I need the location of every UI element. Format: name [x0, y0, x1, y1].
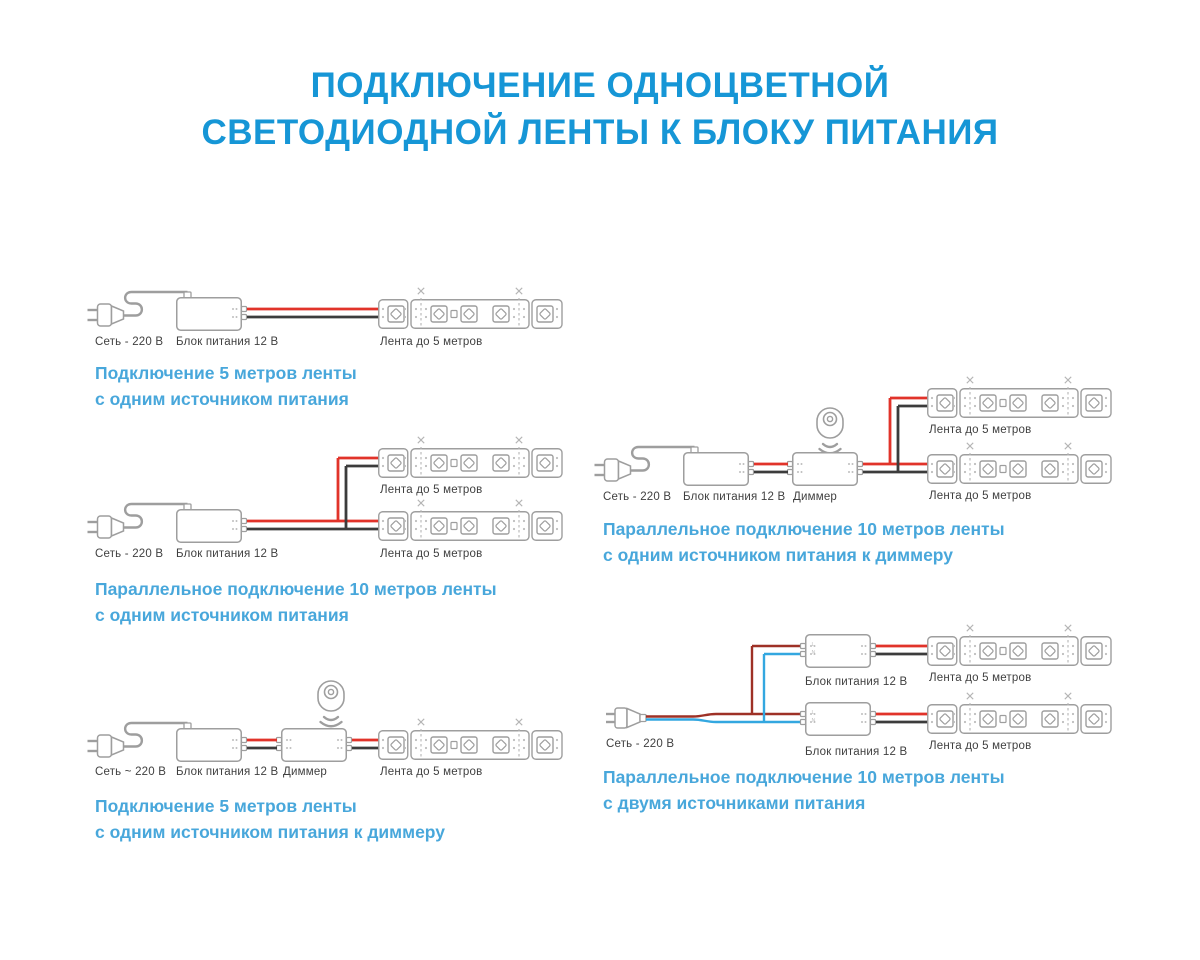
power-plug-icon [88, 504, 188, 538]
dimmer-box [277, 729, 352, 762]
dimmer-box [788, 453, 863, 486]
diagram-3 [88, 681, 563, 761]
diagram-2 [88, 437, 563, 542]
diagram-5-caption: Параллельное подключение 10 метров ленты с двумя источниками питания [603, 767, 1005, 813]
power-plug-icon [606, 708, 646, 728]
psu-label: Блок питания 12 В [805, 676, 908, 688]
wire-mains-phase [646, 646, 801, 717]
power-plug-icon [88, 292, 188, 326]
strip-label: Лента до 5 метров [380, 484, 483, 496]
remote-control-icon [817, 408, 843, 453]
strip-label: Лента до 5 метров [929, 490, 1032, 502]
led-strip [928, 693, 1111, 733]
diagram-3-caption: Подключение 5 метров ленты с одним источником питания к диммеру [95, 796, 445, 842]
psu-label: Блок питания 12 В [805, 746, 908, 758]
page-title-line1: ПОДКЛЮЧЕНИЕ ОДНОЦВЕТНОЙ [310, 66, 890, 105]
dimmer-label: Диммер [793, 491, 838, 503]
power-plug-icon [88, 723, 188, 757]
diagram-1-caption: Подключение 5 метров ленты с одним источником питания [95, 363, 357, 409]
terminal-l-mark: L [811, 710, 815, 716]
power-plug-icon [595, 447, 695, 481]
diagram-2-caption: Параллельное подключение 10 метров ленты с одним источником питания [95, 579, 497, 625]
terminal-n-mark: N [811, 650, 816, 656]
strip-label: Лента до 5 метров [380, 336, 483, 348]
strip-label: Лента до 5 метров [929, 424, 1032, 436]
diagram-4 [595, 377, 1112, 485]
psu-box [177, 292, 247, 330]
wire-black [247, 466, 380, 529]
mains-label: Сеть - 220 В [603, 491, 672, 503]
terminal-n-mark: N [811, 718, 816, 724]
led-strip [928, 625, 1111, 665]
led-strip [379, 719, 562, 759]
mains-label: Сеть - 220 В [606, 738, 675, 750]
mains-label: Сеть - 220 В [95, 336, 164, 348]
terminal-l-mark: L [811, 642, 815, 648]
psu-label: Блок питания 12 В [683, 491, 786, 503]
page-title-line2: СВЕТОДИОДНОЙ ЛЕНТЫ К БЛОКУ ПИТАНИЯ [201, 113, 999, 152]
psu-box [177, 504, 247, 542]
wire-red [247, 458, 380, 521]
led-strip [928, 443, 1111, 483]
led-strip [379, 288, 562, 328]
remote-control-icon [318, 681, 344, 726]
psu-box [177, 723, 247, 761]
strip-label: Лента до 5 метров [380, 766, 483, 778]
dimmer-label: Диммер [283, 766, 328, 778]
psu-label: Блок питания 12 В [176, 548, 279, 560]
mains-label: Сеть ~ 220 В [95, 766, 167, 778]
wire-mains-neutral [646, 654, 801, 722]
led-strip [379, 437, 562, 477]
diagram-4-caption: Параллельное подключение 10 метров ленты с одним источником питания к диммеру [603, 519, 1005, 565]
led-strip [379, 500, 562, 540]
strip-label: Лента до 5 метров [929, 740, 1032, 752]
led-strip [928, 377, 1111, 417]
psu-label: Блок питания 12 В [176, 766, 279, 778]
strip-label: Лента до 5 метров [380, 548, 483, 560]
wire-black [876, 654, 928, 722]
mains-label: Сеть - 220 В [95, 548, 164, 560]
psu-label: Блок питания 12 В [176, 336, 279, 348]
diagram-1 [88, 288, 563, 330]
strip-label: Лента до 5 метров [929, 672, 1032, 684]
psu-box [684, 447, 754, 485]
